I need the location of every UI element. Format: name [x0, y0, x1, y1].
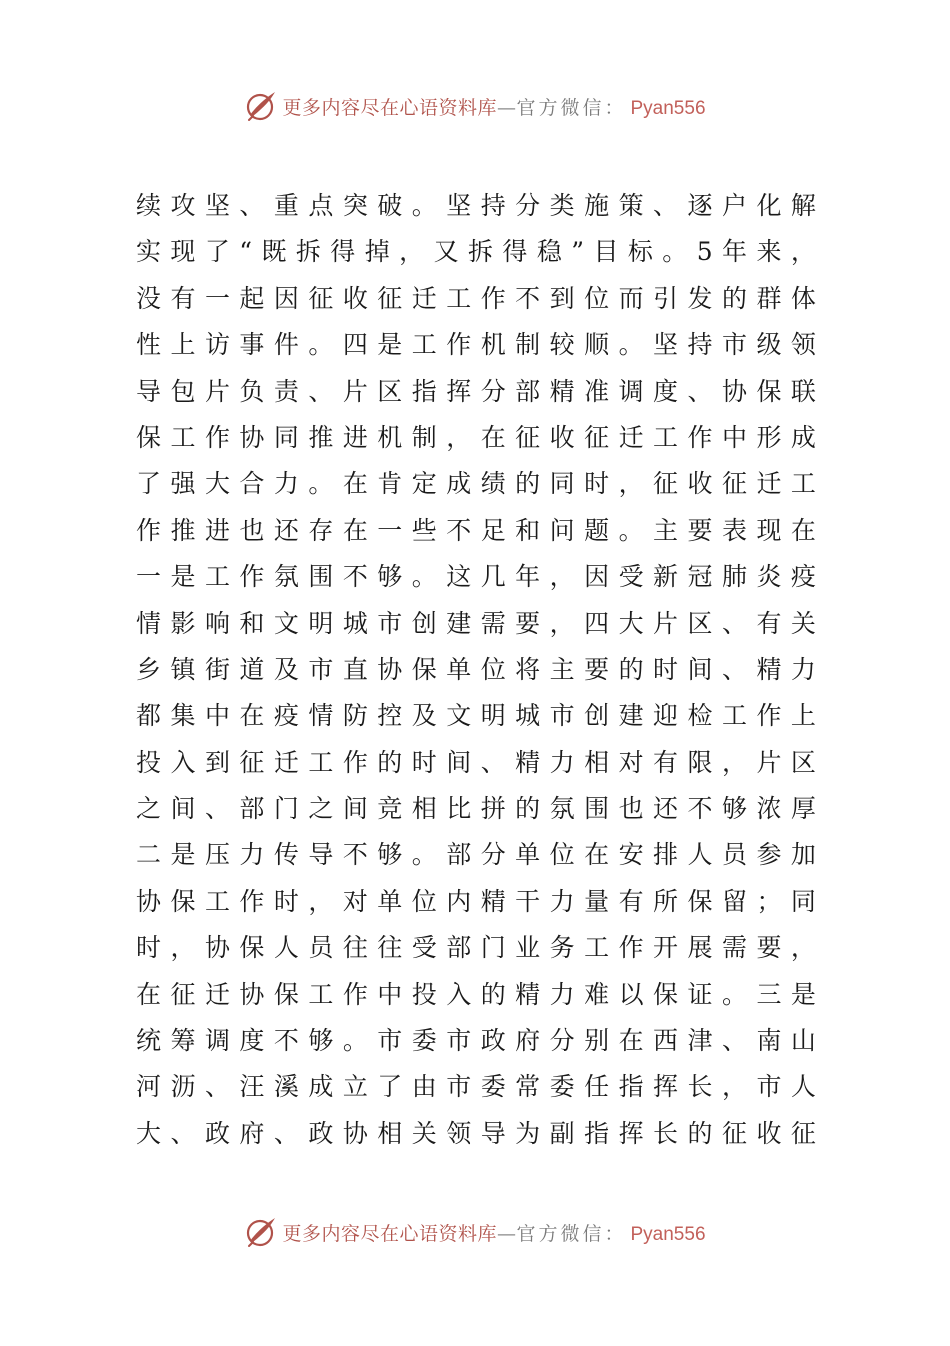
body-line: 实 现 了 “ 既 拆 得 掉 ， 又 拆 得 稳 ” 目 标 。 5 年 来 ， [136, 237, 816, 267]
body-line: 乡 镇 街 道 及 市 直 协 保 单 位 将 主 要 的 时 间 、 精 力 [136, 654, 816, 684]
body-line: 统 筹 调 度 不 够 。 市 委 市 政 府 分 别 在 西 津 、 南 山 [136, 1026, 816, 1056]
header-banner [0, 86, 950, 126]
body-line: 了 强 大 合 力 。 在 肯 定 成 绩 的 同 时 ， 征 收 征 迁 工 [136, 469, 816, 499]
body-line: 大 、 政 府 、 政 协 相 关 领 导 为 副 指 挥 长 的 征 收 征 [136, 1118, 816, 1148]
body-line: 河 沥 、 汪 溪 成 立 了 由 市 委 常 委 任 指 挥 长 ， 市 人 [136, 1072, 816, 1102]
footer-separator: — [496, 1222, 517, 1245]
header-banner-text [282, 93, 705, 120]
body-line: 投 入 到 征 迁 工 作 的 时 间 、 精 力 相 对 有 限 ， 片 区 [136, 747, 816, 777]
body-line: 保 工 作 协 同 推 进 机 制 ， 在 征 收 征 迁 工 作 中 形 成 [136, 422, 816, 452]
body-line: 续 攻 坚 、 重 点 突 破 。 坚 持 分 类 施 策 、 逐 户 化 解 [136, 191, 816, 220]
body-line: 时 ， 协 保 人 员 往 往 受 部 门 业 务 工 作 开 展 需 要 ， [136, 933, 816, 963]
quill-logo-icon [244, 89, 278, 123]
header-wechat-id: Pyan556 [630, 97, 706, 119]
header-brand: 更多内容尽在心语资料库 [282, 96, 497, 119]
header-wechat-label: 官方微信： [516, 96, 627, 119]
body-line: 导 包 片 负 责 、 片 区 指 挥 分 部 精 准 调 度 、 协 保 联 [136, 376, 816, 406]
footer-wechat-label: 官方微信： [516, 1222, 627, 1245]
body-line: 在 征 迁 协 保 工 作 中 投 入 的 精 力 难 以 保 证 。 三 是 [136, 979, 816, 1009]
footer-wechat-id: Pyan556 [630, 1223, 706, 1245]
footer-banner-text [282, 1219, 705, 1246]
body-line: 二 是 压 力 传 导 不 够 。 部 分 单 位 在 安 排 人 员 参 加 [136, 840, 816, 870]
document-body [136, 183, 826, 1157]
body-line: 协 保 工 作 时 ， 对 单 位 内 精 干 力 量 有 所 保 留 ； 同 [136, 886, 816, 916]
footer-banner [0, 1212, 950, 1252]
body-line: 都 集 中 在 疫 情 防 控 及 文 明 城 市 创 建 迎 检 工 作 上 [136, 701, 816, 731]
footer-brand: 更多内容尽在心语资料库 [282, 1222, 497, 1245]
quill-logo-icon [244, 1215, 278, 1249]
body-line: 作 推 进 也 还 存 在 一 些 不 足 和 问 题 。 主 要 表 现 在 [136, 515, 816, 545]
body-line: 一 是 工 作 氛 围 不 够 。 这 几 年 ， 因 受 新 冠 肺 炎 疫 [136, 562, 816, 592]
body-line: 情 影 响 和 文 明 城 市 创 建 需 要 ， 四 大 片 区 、 有 关 [136, 608, 816, 638]
header-separator: — [496, 96, 517, 119]
body-line: 没 有 一 起 因 征 收 征 迁 工 作 不 到 位 而 引 发 的 群 体 [136, 283, 816, 313]
body-line: 性 上 访 事 件 。 四 是 工 作 机 制 较 顺 。 坚 持 市 级 领 [136, 330, 816, 360]
body-line: 之 间 、 部 门 之 间 竞 相 比 拼 的 氛 围 也 还 不 够 浓 厚 [136, 794, 816, 824]
